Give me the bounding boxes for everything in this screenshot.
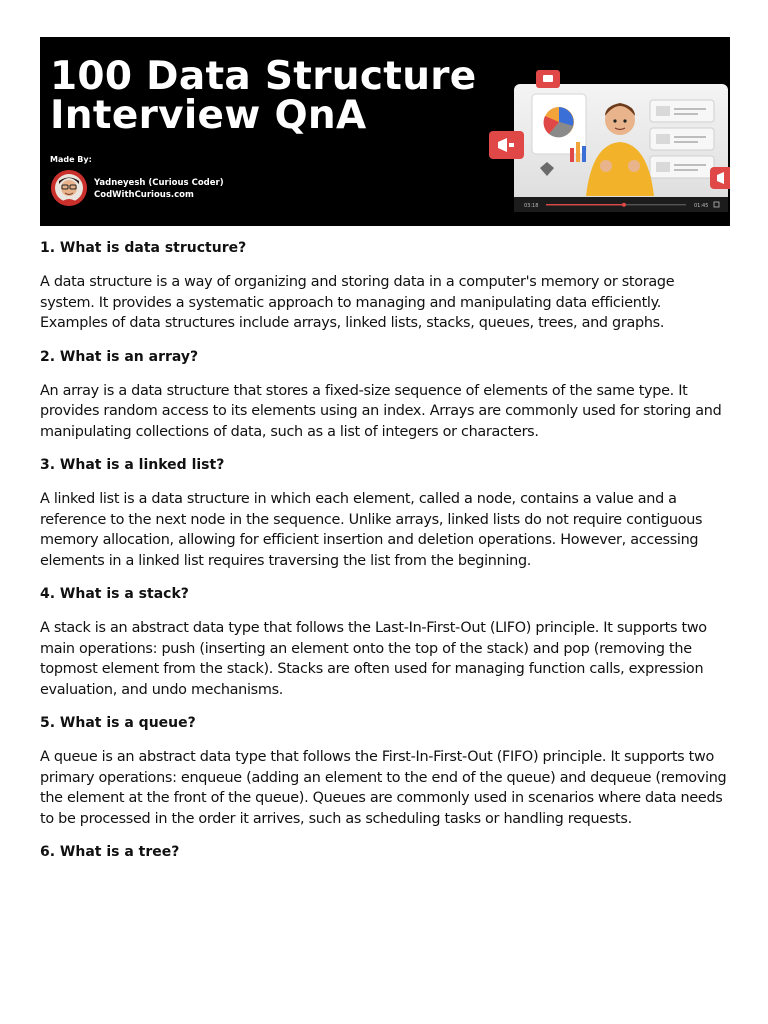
question-2: 2. What is an array? <box>40 348 199 365</box>
author-site: CodWithCurious.com <box>94 190 194 200</box>
video-progress-bar[interactable] <box>514 197 728 212</box>
video-time-end: 01:45 <box>694 203 709 209</box>
video-time-start: 03:18 <box>524 203 539 209</box>
chat-icon <box>536 70 560 88</box>
title-line-2: Interview QnA <box>50 93 367 138</box>
author-avatar <box>51 170 87 206</box>
title-line-1: 100 Data Structure <box>50 54 477 99</box>
question-1: 1. What is data structure? <box>40 240 247 256</box>
presenter-illustration <box>514 84 728 212</box>
made-by-label: Made By: <box>50 155 92 164</box>
megaphone-icon <box>710 167 730 189</box>
header-banner <box>40 37 730 226</box>
answer-4: A stack is an abstract data type that follows the Last-In-First-Out (LIFO) principle. It supports two main operations: push (inserting an element onto the top of the stack) and pop (removing the topmost element from the stack). Stacks are often used for managing function calls, expression evaluation, and undo mechanisms. <box>40 620 707 698</box>
qna-content <box>40 238 730 862</box>
answer-3: A linked list is a data structure in which each element, called a node, contains a value and a reference to the next node in the sequence. Unlike arrays, linked lists do not require contiguous memory allocation, allowing for efficient insertion and deletion operations. However, accessing elements in a linked list requires traversing the list from the beginning. <box>40 491 703 569</box>
answer-2: An array is a data structure that stores a fixed-size sequence of elements of the same type. It provides random access to its elements using an index. Arrays are commonly used for storing and manipulating collections of data, such as a list of integers or characters. <box>40 382 722 440</box>
answer-5: A queue is an abstract data type that follows the First-In-First-Out (FIFO) principle. It supports two primary operations: enqueue (adding an element to the end of the queue) and dequeue (removing the element at the front of the queue). Queues are commonly used in scenarios where data needs to be processed in the order it arrives, such as scheduling tasks or handling requests. <box>40 749 727 827</box>
author-name: Yadneyesh (Curious Coder) <box>94 178 224 188</box>
question-3: 3. What is a linked list? <box>40 457 225 473</box>
document-title <box>50 54 477 138</box>
question-4: 4. What is a stack? <box>40 586 189 602</box>
question-5: 5. What is a queue? <box>40 715 196 731</box>
megaphone-icon <box>489 131 524 159</box>
answer-1: A data structure is a way of organizing and storing data in a computer's memory or storage system. It provides a systematic approach to managing and manipulating data efficiently. Examples of data structures include arrays, linked lists, stacks, queues, trees, and graphs. <box>40 274 675 331</box>
question-6: 6. What is a tree? <box>40 844 180 860</box>
